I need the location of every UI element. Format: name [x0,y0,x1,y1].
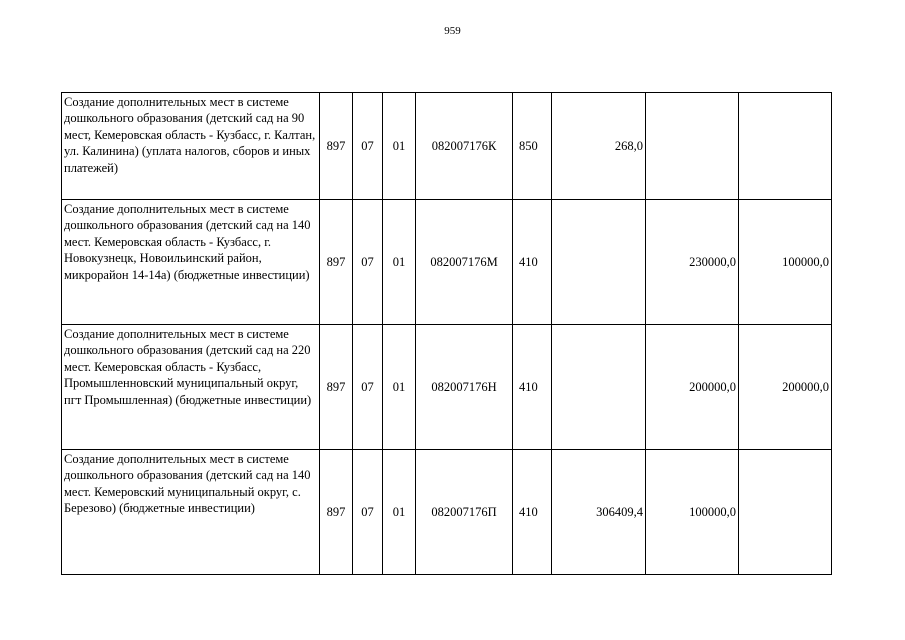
subsection-code: 01 [383,200,416,325]
ministry-code: 897 [320,450,353,575]
amount-cell-2 [646,93,739,200]
row-description: Создание дополнительных мест в системе дошкольного образования (детский сад на 140 мест. Кемеровский муниципальный округ, с. Березово) (бюджетные инвестиции) [62,450,320,575]
section-code: 07 [353,200,383,325]
amount-cell-2: 100000,0 [646,450,739,575]
expense-type-code: 850 [513,93,552,200]
amount-cell-1 [552,325,646,450]
target-article-code: 082007176П [416,450,513,575]
amount-cell-1: 306409,4 [552,450,646,575]
subsection-code: 01 [383,93,416,200]
budget-table [61,92,832,575]
amount-cell-3 [739,93,832,200]
table-row [62,450,832,575]
table-row [62,93,832,200]
amount-cell-3: 200000,0 [739,325,832,450]
ministry-code: 897 [320,93,353,200]
row-description: Создание дополнительных мест в системе дошкольного образования (детский сад на 140 мест. Кемеровская область - Кузбасс, г. Новокузнецк, Новоильинский район, микрорайон 14-14а) (бюджетные инвестиции) [62,200,320,325]
amount-cell-1: 268,0 [552,93,646,200]
row-description: Создание дополнительных мест в системе дошкольного образования (детский сад на 220 мест. Кемеровская область - Кузбасс, Промышленновский муниципальный округ, пгт Промышленная) (бюджетные инвестиции) [62,325,320,450]
section-code: 07 [353,325,383,450]
ministry-code: 897 [320,325,353,450]
target-article-code: 082007176М [416,200,513,325]
row-description: Создание дополнительных мест в системе дошкольного образования (детский сад на 90 мест, Кемеровская область - Кузбасс, г. Калтан, ул. Калинина) (уплата налогов, сборов и иных платежей) [62,93,320,200]
amount-cell-3 [739,450,832,575]
amount-cell-2: 200000,0 [646,325,739,450]
table-row [62,200,832,325]
section-code: 07 [353,93,383,200]
amount-cell-1 [552,200,646,325]
subsection-code: 01 [383,450,416,575]
expense-type-code: 410 [513,325,552,450]
expense-type-code: 410 [513,200,552,325]
page-number: 959 [444,25,461,37]
ministry-code: 897 [320,200,353,325]
expense-type-code: 410 [513,450,552,575]
target-article-code: 082007176К [416,93,513,200]
table-row [62,325,832,450]
subsection-code: 01 [383,325,416,450]
target-article-code: 082007176Н [416,325,513,450]
section-code: 07 [353,450,383,575]
amount-cell-3: 100000,0 [739,200,832,325]
amount-cell-2: 230000,0 [646,200,739,325]
